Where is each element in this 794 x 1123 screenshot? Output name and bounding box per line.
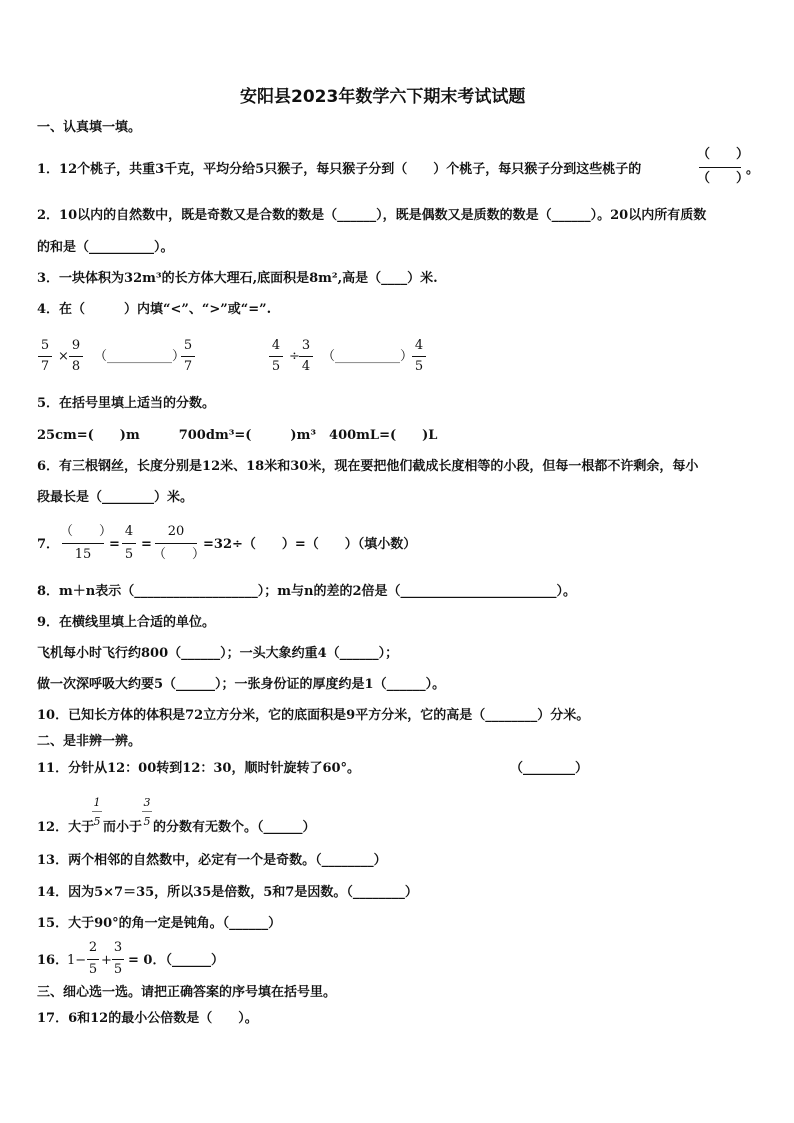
denominator: 5: [271, 359, 281, 374]
question-1-fraction-numerator: （ ）: [697, 147, 750, 162]
fraction-bar: [112, 959, 124, 960]
fraction-bar: [38, 356, 52, 357]
numerator: 3: [143, 796, 151, 809]
question-7-rest: =32÷（ ）=（ ）（填小数）: [203, 537, 417, 552]
fraction-bar: [87, 959, 99, 960]
fraction-bar: [92, 811, 102, 812]
question-3: 3．一块体积为32m³的长方体大理石,底面积是8m²,高是（____）米.: [37, 271, 438, 286]
fraction-bar: [699, 167, 741, 168]
question-1-fraction: [697, 145, 750, 191]
question-4: 4．在（ ）内填“<”、“>”或“=”.: [37, 302, 272, 317]
numerator: 20: [167, 524, 185, 539]
q7-equals-2: =: [141, 537, 152, 552]
denominator: 5: [124, 547, 134, 562]
fraction-bar: [62, 543, 104, 544]
denominator: 5: [88, 962, 98, 977]
question-17: 17．6和12的最小公倍数是（ ）。: [37, 1011, 258, 1026]
q4a-fraction-3: [180, 338, 196, 376]
numerator: 3: [113, 940, 123, 955]
numerator: 4: [271, 338, 281, 353]
q16-fraction-1: [86, 940, 100, 980]
denominator: 5: [414, 359, 424, 374]
question-9: 9．在横线里填上合适的单位。: [37, 615, 216, 630]
question-12-post: 的分数有无数个。（______）: [153, 820, 316, 835]
denominator: 7: [183, 359, 193, 374]
numerator: 5: [183, 338, 193, 353]
question-6-line-1: 6．有三根钢丝，长度分别是12米、18米和30米，现在要把他们截成长度相等的小段，但每一根都不许剩余，每小: [37, 459, 699, 474]
q7-equals-1: =: [109, 537, 120, 552]
section-heading-1: 一、认真填一填。: [37, 120, 142, 135]
q4a-blank: （__________）: [94, 349, 186, 364]
fraction-bar: [269, 356, 283, 357]
question-11-blank: （________）: [510, 761, 589, 776]
q16-plus: +: [101, 953, 112, 968]
question-2-line-1: 2．10以内的自然数中，既是奇数又是合数的数是（______），既是偶数又是质数的数是（______）。20以内所有质数: [37, 208, 707, 223]
question-12-mid: 而小于: [103, 820, 143, 835]
denominator: 7: [40, 359, 50, 374]
q4b-fraction-1: [268, 338, 284, 376]
numerator: 1: [93, 796, 101, 809]
question-15: 15．大于90°的角一定是钝角。（______）: [37, 916, 282, 931]
page-title: 安阳县2023年数学六下期末考试试题: [240, 87, 526, 107]
fraction-bar: [69, 356, 83, 357]
denominator: 4: [301, 359, 311, 374]
q12-fraction-2: [141, 795, 153, 831]
q16-one-minus: 1−: [67, 953, 87, 968]
fraction-bar: [412, 356, 426, 357]
question-16-rest: = 0．（______）: [128, 953, 224, 968]
fraction-bar: [122, 543, 136, 544]
numerator: 4: [414, 338, 424, 353]
question-11: 11．分针从12：00转到12：30，顺时针旋转了60°。: [37, 761, 361, 776]
denominator: （ ）: [153, 547, 206, 562]
question-1: 1．12个桃子，共重3千克，平均分给5只猴子，每只猴子分到（ ）个桃子，每只猴子分到这些桃子的: [37, 162, 642, 177]
question-13: 13．两个相邻的自然数中，必定有一个是奇数。（________）: [37, 853, 387, 868]
numerator: 9: [71, 338, 81, 353]
q7-fraction-3: [153, 522, 206, 566]
question-5-conversions: 25cm=( )m 700dm³=( )m³ 400mL=( )L: [37, 428, 438, 443]
fraction-bar: [155, 543, 197, 544]
numerator: 3: [301, 338, 311, 353]
q4b-operator: ÷: [289, 349, 300, 364]
q4b-blank: （__________）: [322, 349, 414, 364]
q7-fraction-2: [121, 522, 137, 566]
q4b-fraction-2: [298, 338, 314, 376]
q4a-operator: ×: [58, 349, 69, 364]
question-2-line-2: 的和是（__________）。: [37, 240, 174, 255]
q4a-fraction-2: [68, 338, 84, 376]
question-16-label: 16．: [37, 953, 69, 968]
question-1-end: 。: [746, 162, 760, 177]
numerator: （ ）: [60, 524, 113, 539]
question-9-line-2: 做一次深呼吸大约要5（______）；一张身份证的厚度约是1（______）。: [37, 677, 446, 692]
question-9-line-1: 飞机每小时飞行约800（______）；一头大象约重4（______）；: [37, 646, 399, 661]
section-heading-2: 二、是非辨一辨。: [37, 734, 142, 749]
denominator: 5: [143, 815, 151, 828]
denominator: 15: [74, 547, 92, 562]
denominator: 5: [113, 962, 123, 977]
q16-fraction-2: [111, 940, 125, 980]
denominator: 5: [93, 815, 101, 828]
numerator: 5: [40, 338, 50, 353]
q4a-fraction-1: [37, 338, 53, 376]
section-heading-3: 三、细心选一选。请把正确答案的序号填在括号里。: [37, 985, 337, 1000]
question-6-line-2: 段最长是（________）米。: [37, 490, 194, 505]
question-10: 10．已知长方体的体积是72立方分米，它的底面积是9平方分米，它的高是（________）分米。: [37, 708, 590, 723]
question-7-label: 7．: [37, 537, 60, 552]
question-8: 8．m＋n表示（___________________）；m与n的差的2倍是（________________________）。: [37, 584, 577, 599]
denominator: 8: [71, 359, 81, 374]
q4b-fraction-3: [411, 338, 427, 376]
fraction-bar: [181, 356, 195, 357]
fraction-bar: [142, 811, 152, 812]
question-12-pre: 12．大于: [37, 820, 95, 835]
question-14: 14．因为5×7＝35，所以35是倍数，5和7是因数。（________）: [37, 885, 418, 900]
numerator: 4: [124, 524, 134, 539]
numerator: 2: [88, 940, 98, 955]
question-1-fraction-denominator: （ ）: [697, 171, 750, 186]
q7-fraction-1: [60, 522, 113, 566]
fraction-bar: [299, 356, 313, 357]
question-5: 5．在括号里填上适当的分数。: [37, 396, 216, 411]
